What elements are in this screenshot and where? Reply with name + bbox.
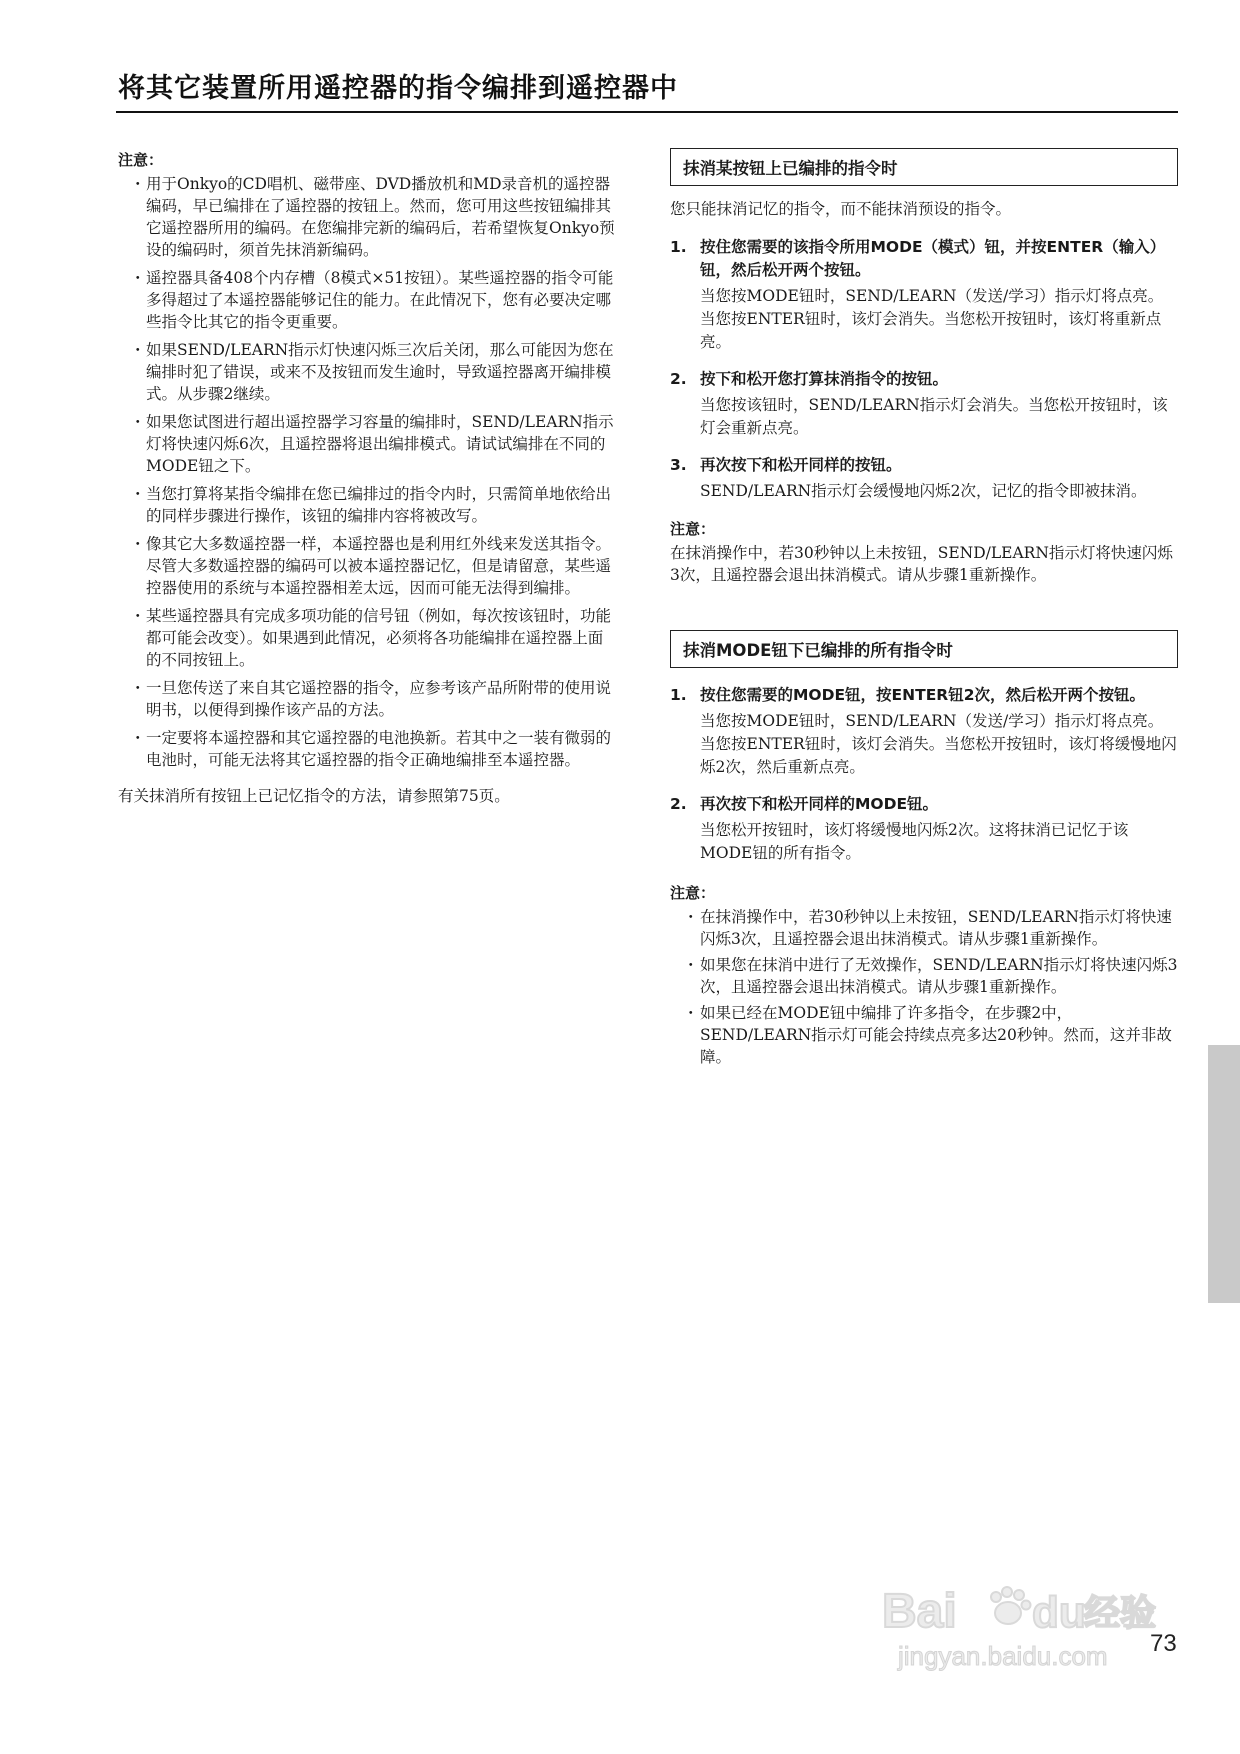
note-text: 在抹消操作中，若30秒钟以上未按钮，SEND/LEARN指示灯将快速闪烁3次，且遥控器会退出抹消模式。请从步骤1重新操作。 <box>700 908 1172 948</box>
notes-heading: 注意： <box>118 151 164 169</box>
page-title: 将其它装置所用遥控器的指令编排到遥控器中 <box>118 73 678 104</box>
list-item <box>118 605 616 671</box>
step-body: 当您按MODE钮时，SEND/LEARN（发送/学习）指示灯将点亮。当您按ENTER钮时，该灯会消失。当您松开按钮时，该灯将重新点亮。 <box>700 287 1164 351</box>
list-item <box>670 906 1178 950</box>
step-number: 1. <box>670 238 687 256</box>
note-text: 在抹消操作中，若30秒钟以上未按钮，SEND/LEARN指示灯将快速闪烁3次，且遥控器会退出抹消模式。请从步骤1重新操作。 <box>670 544 1173 584</box>
baidu-watermark-logo <box>880 1575 1170 1675</box>
note-text: 用于Onkyo的CD唱机、磁带座、DVD播放机和MD录音机的遥控器编码，早已编排在了遥控器的按钮上。然而，您可用这些按钮编排其它遥控器所用的编码。在您编排完新的编码后，若希望恢复Onkyo预设的编码时，须首先抹消新编码。 <box>146 175 615 259</box>
list-item <box>118 411 616 477</box>
step-number: 2. <box>670 795 687 813</box>
step-item <box>670 684 1178 779</box>
list-item <box>118 533 616 599</box>
notes-list <box>118 173 616 771</box>
step-item <box>670 454 1178 503</box>
step-body: 当您按MODE钮时，SEND/LEARN（发送/学习）指示灯将点亮。当您按ENTER钮时，该灯会消失。当您松开按钮时，该灯将缓慢地闪烁2次，然后重新点亮。 <box>700 712 1177 776</box>
watermark-url: jingyan.baidu.com <box>898 1641 1108 1671</box>
bullet-dot: ・ <box>130 175 146 193</box>
bullet-dot: ・ <box>683 1004 699 1022</box>
watermark-brand-left: Bai <box>882 1585 957 1638</box>
bullet-dot: ・ <box>130 341 146 359</box>
step-number: 1. <box>670 686 687 704</box>
watermark-brand-right: du <box>1032 1588 1086 1637</box>
step-item <box>670 236 1178 354</box>
page-number: 73 <box>1150 1630 1177 1657</box>
paw-icon <box>991 1587 1031 1624</box>
list-item <box>118 677 616 721</box>
list-item <box>118 339 616 405</box>
step-title-text: 按住您需要的该指令所用MODE（模式）钮，并按ENTER（输入）钮，然后松开两个按钮。 <box>700 238 1166 279</box>
step-body: 当您松开按钮时，该灯将缓慢地闪烁2次。这将抹消已记忆于该MODE钮的所有指令。 <box>700 821 1129 862</box>
note-text: 像其它大多数遥控器一样，本遥控器也是利用红外线来发送其指令。尽管大多数遥控器的编码可以被本遥控器记忆，但是请留意，某些遥控器使用的系统与本遥控器相差太远，因而可能无法得到编排。 <box>146 535 612 597</box>
bullet-dot: ・ <box>130 269 146 287</box>
title-rule <box>116 111 1178 113</box>
step-body: SEND/LEARN指示灯会缓慢地闪烁2次，记忆的指令即被抹消。 <box>700 482 1147 500</box>
note-text: 一旦您传送了来自其它遥控器的指令，应参考该产品所附带的使用说明书，以便得到操作该产品的方法。 <box>146 679 612 719</box>
left-column <box>118 150 616 807</box>
step-title <box>670 368 1178 391</box>
step-title-text: 再次按下和松开同样的MODE钮。 <box>700 795 939 813</box>
section-intro: 您只能抹消记忆的指令，而不能抹消预设的指令。 <box>670 200 1012 218</box>
step-body: 当您按该钮时，SEND/LEARN指示灯会消失。当您松开按钮时，该灯会重新点亮。 <box>700 396 1168 437</box>
right-column <box>670 148 1178 1072</box>
note-text: 如果SEND/LEARN指示灯快速闪烁三次后关闭，那么可能因为您在编排时犯了错误，或来不及按钮而发生逾时，导致遥控器离开编排模式。从步骤2继续。 <box>146 341 614 403</box>
cross-reference-text: 有关抹消所有按钮上已记忆指令的方法，请参照第75页。 <box>118 787 510 805</box>
note-text: 如果您试图进行超出遥控器学习容量的编排时，SEND/LEARN指示灯将快速闪烁6次，且遥控器将退出编排模式。请试试编排在不同的MODE钮之下。 <box>146 413 614 475</box>
notes-heading: 注意： <box>670 884 716 902</box>
step-number: 3. <box>670 456 687 474</box>
bullet-dot: ・ <box>130 679 146 697</box>
step-number: 2. <box>670 370 687 388</box>
bullet-dot: ・ <box>130 485 146 503</box>
note-text: 遥控器具备408个内存槽（8模式×51按钮）。某些遥控器的指令可能多得超过了本遥控器能够记住的能力。在此情况下，您有必要决定哪些指令比其它的指令更重要。 <box>146 269 614 331</box>
list-item <box>118 483 616 527</box>
step-item <box>670 793 1178 865</box>
notes-heading: 注意： <box>670 520 716 538</box>
note-text: 当您打算将某指令编排在您已编排过的指令内时，只需简单地依给出的同样步骤进行操作，该钮的编排内容将被改写。 <box>146 485 612 525</box>
bullet-dot: ・ <box>683 908 699 926</box>
list-item <box>670 954 1178 998</box>
list-item <box>670 1002 1178 1068</box>
section-heading-erase-button: 抹消某按钮上已编排的指令时 <box>670 148 1178 186</box>
bullet-dot: ・ <box>130 535 146 553</box>
step-item <box>670 368 1178 440</box>
note-text: 一定要将本遥控器和其它遥控器的电池换新。若其中之一装有微弱的电池时，可能无法将其它遥控器的指令正确地编排至本遥控器。 <box>146 729 612 769</box>
list-item <box>118 267 616 333</box>
list-item <box>118 173 616 261</box>
side-tab-marker <box>1208 1045 1240 1303</box>
note-text: 如果您在抹消中进行了无效操作，SEND/LEARN指示灯将快速闪烁3次，且遥控器会退出抹消模式。请从步骤1重新操作。 <box>700 956 1178 996</box>
list-item <box>118 727 616 771</box>
step-title <box>670 236 1178 282</box>
step-title-text: 按住您需要的MODE钮，按ENTER钮2次，然后松开两个按钮。 <box>700 686 1145 704</box>
bullet-dot: ・ <box>130 413 146 431</box>
notes-list <box>670 906 1178 1068</box>
step-title <box>670 454 1178 477</box>
step-title <box>670 684 1178 707</box>
bullet-dot: ・ <box>130 607 146 625</box>
step-title <box>670 793 1178 816</box>
bullet-dot: ・ <box>130 729 146 747</box>
watermark-suffix: 经验 <box>1084 1593 1157 1634</box>
note-text: 如果已经在MODE钮中编排了许多指令，在步骤2中，SEND/LEARN指示灯可能会持续点亮多达20秒钟。然而，这并非故障。 <box>700 1004 1172 1066</box>
step-title-text: 按下和松开您打算抹消指令的按钮。 <box>700 370 949 388</box>
step-title-text: 再次按下和松开同样的按钮。 <box>700 456 902 474</box>
section-heading-erase-mode: 抹消MODE钮下已编排的所有指令时 <box>670 630 1178 668</box>
bullet-dot: ・ <box>683 956 699 974</box>
note-text: 某些遥控器具有完成多项功能的信号钮（例如，每次按该钮时，功能都可能会改变）。如果遇到此情况，必须将各功能编排在遥控器上面的不同按钮上。 <box>146 607 612 669</box>
